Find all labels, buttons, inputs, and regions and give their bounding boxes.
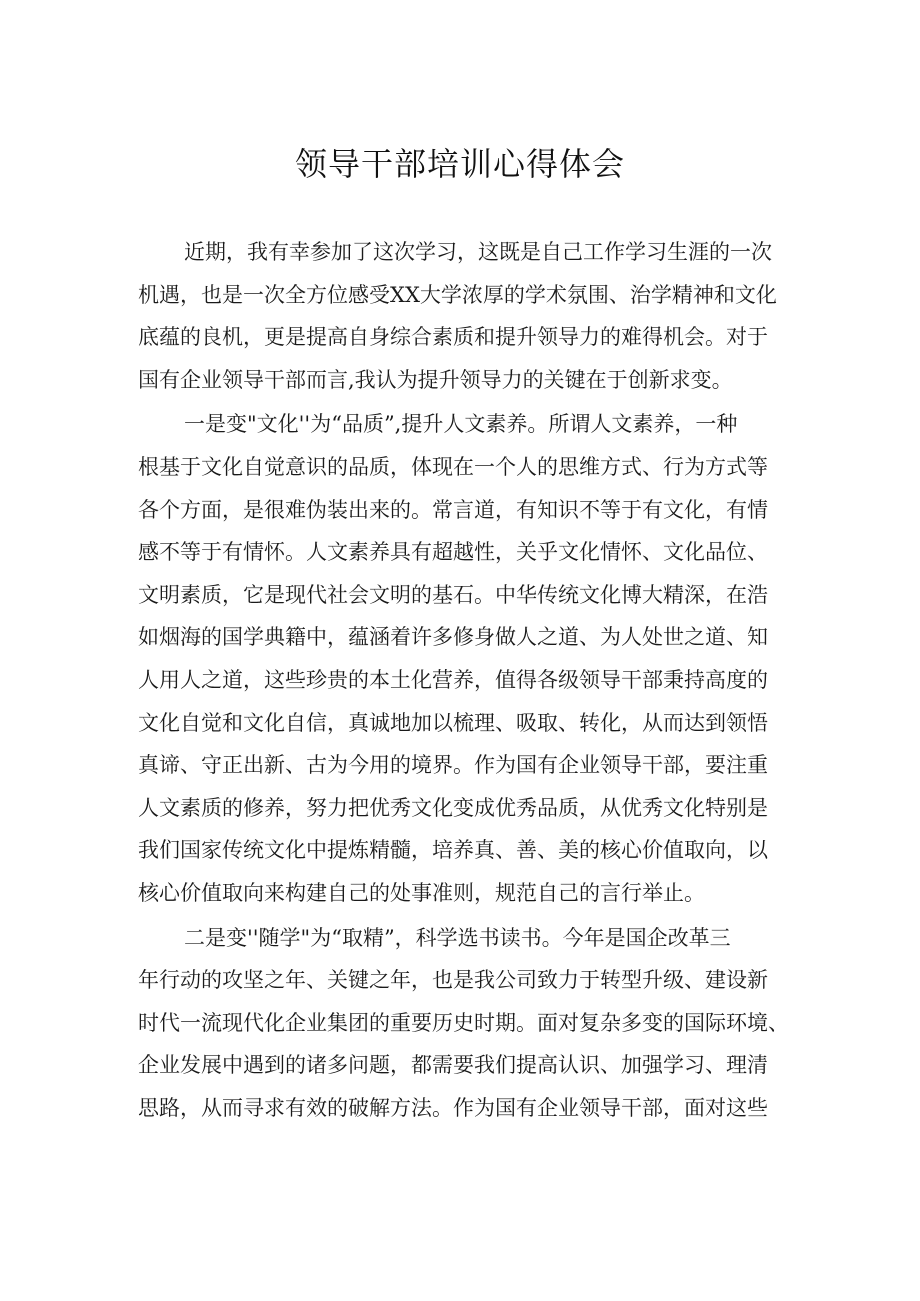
text-line: 一是变"文化''为“品质”,提升人文素养。所谓人文素养，一种 bbox=[184, 412, 738, 437]
text-line: 二是变''随学"为“取精”，科学选书读书。今年是国企改革三 bbox=[184, 925, 731, 950]
text-line: 人用人之道，这些珍贵的本土化营养，值得各级领导干部秉持高度的 bbox=[138, 667, 768, 692]
text-line: 底蕴的良机，更是提高自身综合素质和提升领导力的难得机会。对于 bbox=[138, 325, 768, 350]
text-line: 如烟海的国学典籍中，蕴涵着许多修身做人之道、为人处世之道、知 bbox=[138, 625, 768, 650]
text-line: 感不等于有情怀。人文素养具有超越性，关乎文化情怀、文化品位、 bbox=[138, 540, 768, 565]
paragraph-2 bbox=[138, 403, 798, 914]
text-line: 年行动的攻坚之年、关键之年，也是我公司致力于转型升级、建设新 bbox=[138, 968, 768, 993]
text-line: 各个方面，是很难伪装出来的。常言道，有知识不等于有文化，有情 bbox=[138, 497, 768, 522]
text-line: 人文素质的修养，努力把优秀文化变成优秀品质，从优秀文化特别是 bbox=[138, 795, 768, 820]
text-line: 机遇，也是一次全方位感受XX大学浓厚的学术氛围、治学精神和文化 bbox=[138, 282, 777, 307]
document-body bbox=[138, 231, 798, 1131]
text-line: 企业发展中遇到的诸多问题，都需要我们提高认识、加强学习、理清 bbox=[138, 1053, 768, 1078]
text-line: 时代一流现代化企业集团的重要历史时期。面对复杂多变的国际环境、 bbox=[138, 1010, 789, 1035]
text-line: 真谛、守正出新、古为今用的境界。作为国有企业领导干部，要注重 bbox=[138, 753, 768, 778]
paragraph-3 bbox=[138, 917, 798, 1130]
text-line: 国有企业领导干部而言,我认为提升领导力的关键在于创新求变。 bbox=[138, 367, 733, 392]
paragraph-1 bbox=[138, 231, 798, 401]
text-line: 我们国家传统文化中提炼精髓，培养真、善、美的核心价值取向，以 bbox=[138, 838, 768, 863]
text-line: 近期，我有幸参加了这次学习，这既是自己工作学习生涯的一次 bbox=[184, 240, 772, 264]
text-line: 根基于文化自觉意识的品质，体现在一个人的思维方式、行为方式等 bbox=[138, 454, 768, 479]
text-line: 文明素质，它是现代社会文明的基石。中华传统文化博大精深，在浩 bbox=[138, 582, 768, 607]
text-line: 思路，从而寻求有效的破解方法。作为国有企业领导干部，面对这些 bbox=[138, 1095, 768, 1120]
document-title: 领导干部培训心得体会 bbox=[294, 145, 625, 183]
text-line: 核心价值取向来构建自己的处事准则，规范自己的言行举止。 bbox=[138, 880, 705, 905]
text-line: 文化自觉和文化自信，真诚地加以梳理、吸取、转化，从而达到领悟 bbox=[138, 710, 768, 735]
